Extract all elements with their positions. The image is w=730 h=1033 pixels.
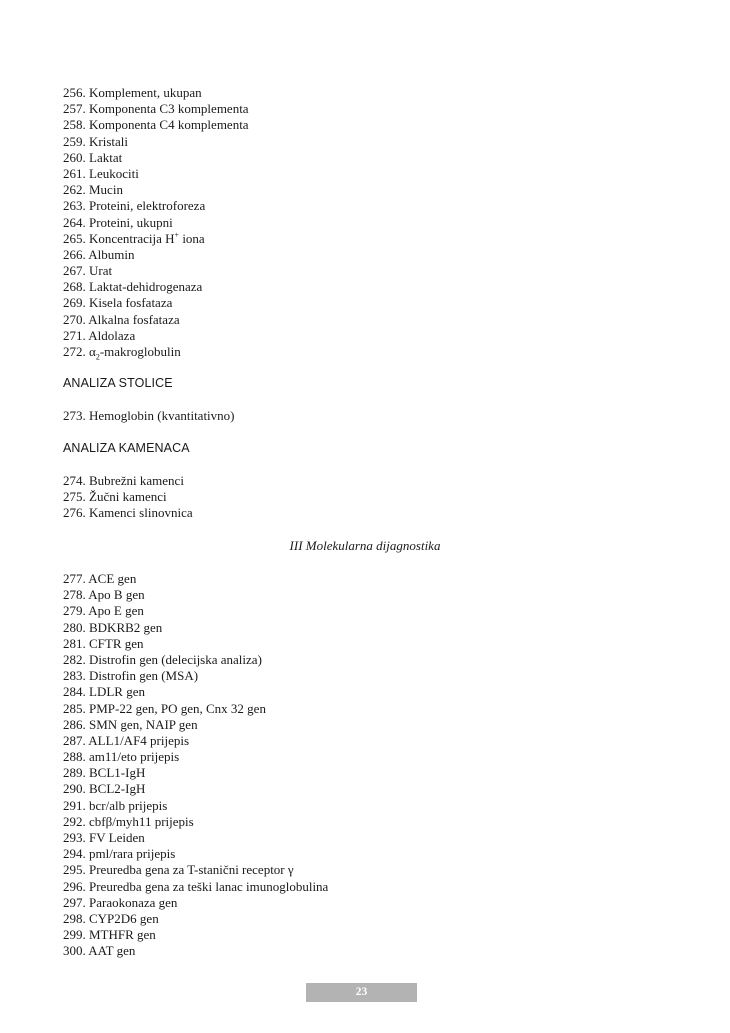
item-number: 280. — [63, 619, 86, 635]
item-number: 275. — [63, 489, 86, 505]
list-item — [63, 587, 328, 603]
test-list-stool — [63, 408, 235, 424]
list-item — [63, 101, 249, 117]
item-number: 290. — [63, 781, 86, 797]
list-item — [63, 668, 328, 684]
list-item — [63, 895, 328, 911]
list-item — [63, 198, 249, 214]
item-label: Apo E gen — [88, 603, 144, 619]
list-item — [63, 781, 328, 797]
item-label: bcr/alb prijepis — [89, 797, 168, 813]
item-label: Alkalna fosfataza — [88, 311, 180, 327]
item-label-suffix: -makroglobulin — [99, 344, 181, 359]
list-item — [63, 166, 249, 182]
item-label: Komponenta C4 komplementa — [89, 117, 249, 133]
item-number: 258. — [63, 117, 86, 133]
section-heading-stone-analysis: ANALIZA KAMENACA — [63, 441, 190, 455]
section-heading-stool-analysis: ANALIZA STOLICE — [63, 376, 173, 390]
item-number: 292. — [63, 813, 86, 829]
item-label: ALL1/AF4 prijepis — [88, 732, 190, 748]
item-number: 282. — [63, 651, 86, 667]
list-item — [63, 749, 328, 765]
item-label: Aldolaza — [88, 327, 136, 343]
item-number: 291. — [63, 797, 86, 813]
list-item — [63, 879, 328, 895]
item-number: 263. — [63, 198, 86, 214]
item-number: 266. — [63, 246, 86, 262]
item-label: BCL2-IgH — [89, 781, 146, 797]
item-number: 268. — [63, 279, 86, 295]
item-label: Leukociti — [89, 165, 139, 181]
item-label: Bubrežni kamenci — [89, 473, 184, 488]
item-number: 272. — [63, 344, 86, 359]
test-list-molecular — [63, 571, 328, 960]
item-number: 261. — [63, 165, 86, 181]
item-number: 299. — [63, 927, 86, 943]
item-label: Paraokonaza gen — [89, 894, 178, 910]
item-number: 289. — [63, 765, 86, 781]
item-label: AAT gen — [88, 943, 136, 959]
list-item — [63, 231, 249, 247]
list-item — [63, 603, 328, 619]
list-item — [63, 263, 249, 279]
list-item — [63, 247, 249, 263]
list-item — [63, 911, 328, 927]
list-item — [63, 846, 328, 862]
list-item — [63, 344, 249, 360]
item-label: Laktat — [89, 149, 123, 165]
item-number: 281. — [63, 635, 86, 651]
item-label: CYP2D6 gen — [89, 910, 159, 926]
item-label: am11/eto prijepis — [89, 749, 180, 765]
item-label: Komplement, ukupan — [89, 85, 202, 100]
list-item — [63, 636, 328, 652]
item-number: 259. — [63, 133, 86, 149]
list-item — [63, 117, 249, 133]
item-number: 295. — [63, 862, 86, 878]
item-label: Kisela fosfataza — [89, 295, 173, 311]
item-number: 293. — [63, 830, 86, 845]
item-number: 264. — [63, 214, 86, 230]
item-number: 271. — [63, 327, 86, 343]
list-item — [63, 701, 328, 717]
item-label: pml/rara prijepis — [89, 846, 176, 862]
item-number: 286. — [63, 716, 86, 732]
item-number: 257. — [63, 101, 86, 117]
item-label: Komponenta C3 komplementa — [89, 101, 249, 117]
list-item — [63, 765, 328, 781]
item-number: 276. — [63, 505, 86, 521]
item-label: BCL1-IgH — [89, 765, 146, 781]
item-number: 274. — [63, 473, 86, 488]
item-label: Albumin — [88, 246, 135, 262]
item-label: α — [89, 344, 96, 359]
item-label-suffix: iona — [179, 230, 205, 246]
item-number: 279. — [63, 603, 86, 619]
item-label: Kamenci slinovnica — [89, 505, 193, 521]
item-label: Mucin — [89, 182, 123, 198]
list-item — [63, 684, 328, 700]
item-label: Proteini, ukupni — [89, 214, 173, 230]
list-item — [63, 408, 235, 424]
item-number: 284. — [63, 684, 86, 700]
list-item — [63, 473, 193, 489]
item-number: 262. — [63, 182, 86, 198]
list-item — [63, 830, 328, 846]
item-number: 285. — [63, 700, 86, 716]
item-label: MTHFR gen — [89, 927, 156, 943]
item-label: BDKRB2 gen — [89, 619, 163, 635]
item-number: 296. — [63, 878, 86, 894]
page-number: 23 — [355, 986, 368, 998]
item-label: Proteini, elektroforeza — [89, 198, 206, 214]
list-item — [63, 927, 328, 943]
list-item — [63, 814, 328, 830]
item-label: Laktat-dehidrogenaza — [89, 279, 203, 295]
test-list-urine-fluids — [63, 85, 249, 360]
item-number: 256. — [63, 85, 86, 100]
list-item — [63, 733, 328, 749]
item-number: 278. — [63, 587, 86, 603]
item-label: SMN gen, NAIP gen — [89, 716, 198, 732]
item-number: 270. — [63, 311, 86, 327]
list-item — [63, 943, 328, 959]
item-label: Apo B gen — [88, 587, 145, 603]
test-list-stones — [63, 473, 193, 522]
list-item — [63, 620, 328, 636]
item-label: CFTR gen — [89, 635, 144, 651]
list-item — [63, 150, 249, 166]
item-label: Preuredba gena za teški lanac imunoglobulina — [89, 878, 329, 894]
item-number: 300. — [63, 943, 86, 959]
item-number: 294. — [63, 846, 86, 862]
item-label: Hemoglobin (kvantitativno) — [89, 408, 235, 423]
item-number: 267. — [63, 263, 86, 279]
list-item — [63, 798, 328, 814]
item-label: Koncentracija H — [89, 230, 175, 246]
section-title-molecular-diagnostics: III Molekularna dijagnostika — [289, 538, 441, 553]
item-number: 277. — [63, 571, 86, 586]
list-item — [63, 489, 193, 505]
item-label: Distrofin gen (delecijska analiza) — [89, 651, 262, 667]
item-label: cbfβ/myh11 prijepis — [89, 813, 194, 829]
page-number-bar — [306, 983, 417, 1002]
item-label: FV Leiden — [89, 830, 145, 845]
list-item — [63, 571, 328, 587]
list-item — [63, 328, 249, 344]
item-number: 288. — [63, 749, 86, 765]
list-item — [63, 652, 328, 668]
item-label: Distrofin gen (MSA) — [89, 668, 199, 684]
item-number: 273. — [63, 408, 86, 423]
list-item — [63, 182, 249, 198]
item-number: 265. — [63, 230, 86, 246]
item-label: Žučni kamenci — [89, 489, 167, 505]
list-item — [63, 134, 249, 150]
item-number: 260. — [63, 149, 86, 165]
list-item — [63, 279, 249, 295]
item-label: ACE gen — [88, 571, 137, 586]
list-item — [63, 312, 249, 328]
item-label: Urat — [89, 263, 113, 279]
item-number: 297. — [63, 894, 86, 910]
item-number: 269. — [63, 295, 86, 311]
item-label: Preuredba gena za T-stanični receptor γ — [89, 862, 294, 878]
item-number: 283. — [63, 668, 86, 684]
list-item — [63, 862, 328, 878]
item-number: 287. — [63, 732, 86, 748]
list-item — [63, 215, 249, 231]
list-item — [63, 505, 193, 521]
item-label: PMP-22 gen, PO gen, Cnx 32 gen — [89, 700, 266, 716]
item-label: LDLR gen — [89, 684, 145, 700]
item-number: 298. — [63, 910, 86, 926]
list-item — [63, 85, 249, 101]
subscript: 2 — [95, 352, 100, 362]
list-item — [63, 295, 249, 311]
item-label: Kristali — [89, 133, 128, 149]
list-item — [63, 717, 328, 733]
superscript: + — [174, 230, 180, 240]
